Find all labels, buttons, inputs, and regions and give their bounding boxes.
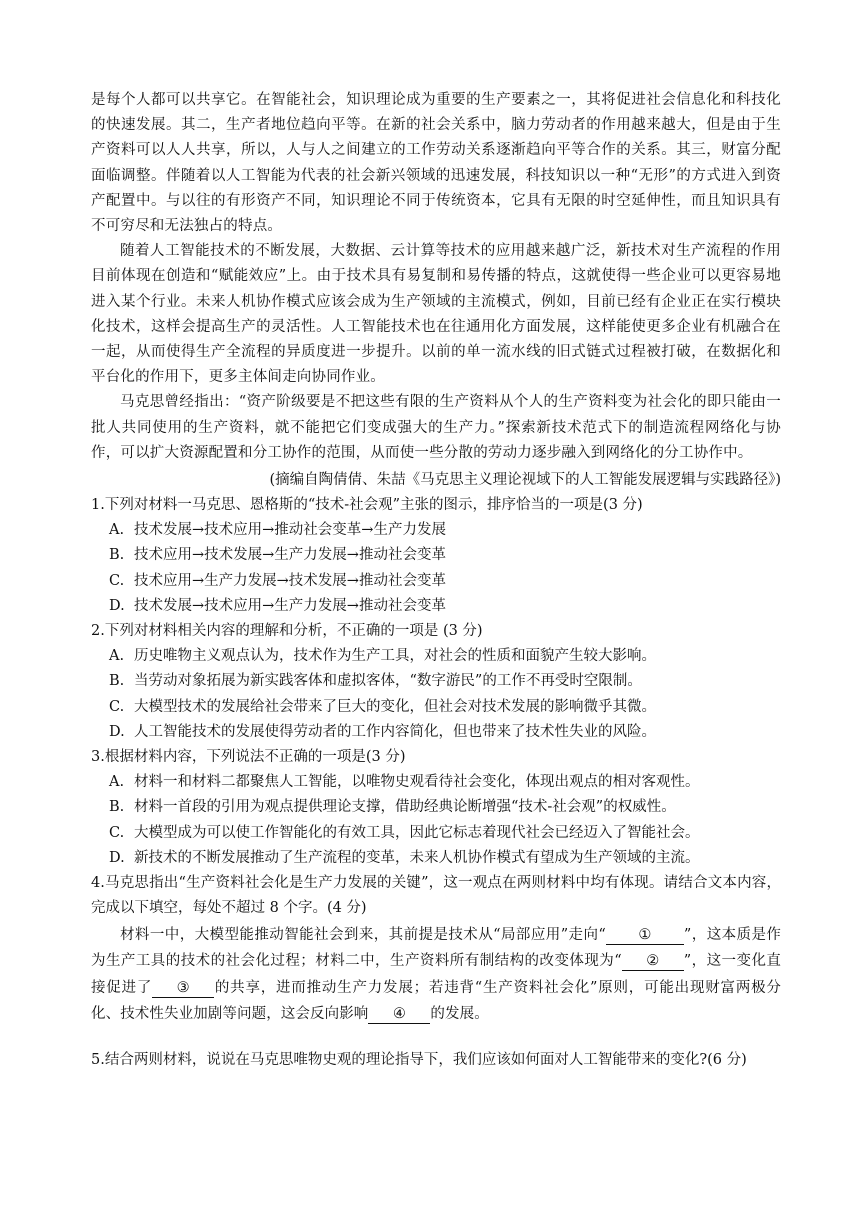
blank-4[interactable]: ④	[368, 1005, 430, 1024]
question-5	[91, 1048, 781, 1073]
option-d[interactable]	[91, 846, 781, 871]
option-text: 材料一首段的引用为观点提供理论支撑，借助经典论断增强“技术-社会观”的权威性。	[134, 799, 676, 816]
option-a[interactable]	[91, 770, 781, 795]
option-text: 当劳动对象拓展为新实践客体和虚拟客体，“数字游民”的工作不再受时空限制。	[134, 673, 642, 690]
option-letter: D.	[109, 849, 125, 866]
fill-text-3: ”，这一变化直接促进了	[91, 953, 781, 996]
option-letter: D.	[109, 723, 125, 740]
option-text: 新技术的不断发展推动了生产流程的变革，未来人机协作模式有望成为生产领域的主流。	[134, 849, 700, 866]
question-stem: 2.下列对材料相关内容的理解和分析，不正确的一项是 (3 分)	[91, 623, 483, 640]
option-a[interactable]	[91, 518, 781, 543]
option-letter: C.	[109, 824, 125, 841]
option-text: 大模型技术的发展给社会带来了巨大的变化，但社会对技术发展的影响微乎其微。	[134, 698, 656, 715]
fill-text-5: 的发展。	[430, 1006, 489, 1022]
option-c[interactable]	[91, 695, 781, 720]
option-b[interactable]	[91, 795, 781, 820]
question-3	[91, 745, 781, 871]
material-paragraph-3: 马克思曾经指出：“资产阶级要是不把这些有限的生产资料从个人的生产资料变为社会化的即只能由一批人共同使用的生产资料，就不能把它们变成强大的生产力。”探索新技术范式下的制造流程网络化与协作，可以扩大资源配置和分工协作的范围，从而使一些分散的劳动力逐步融入到网络化的分工协作中。	[91, 394, 781, 461]
blank-3[interactable]: ③	[152, 979, 214, 998]
fill-text-2: ”，这本质是作为生产工具的技术的社会化过程；材料二中，生产资料所有制结构的改变体现为“	[91, 926, 781, 969]
option-d[interactable]	[91, 594, 781, 619]
question-stem: 5.结合两则材料，说说在马克思唯物史观的理论指导下，我们应该如何面对人工智能带来的变化?(6 分)	[91, 1051, 747, 1068]
option-letter: C.	[109, 698, 125, 715]
option-text: 大模型成为可以使工作智能化的有效工具，因此它标志着现代社会已经迈入了智能社会。	[134, 824, 700, 841]
source-citation: (摘编自陶倩倩、朱喆《马克思主义理论视域下的人工智能发展逻辑与实践路径》)	[269, 472, 781, 489]
option-text: 历史唯物主义观点认为，技术作为生产工具，对社会的性质和面貌产生较大影响。	[134, 648, 656, 665]
option-letter: D.	[109, 597, 125, 614]
fill-text-4: 的共享，进而推动生产力发展；若违背“生产资料社会化”原则，可能出现财富两极分化、技术性失业加剧等问题，这会反向影响	[91, 979, 782, 1022]
material-paragraph-2: 随着人工智能技术的不断发展，大数据、云计算等技术的应用越来越广泛，新技术对生产流程的作用目前体现在创造和“赋能效应”上。由于技术具有易复制和易传播的特点，这就使得一些企业可以更容易地进入某个行业。未来人机协作模式应该会成为生产领域的主流模式，例如，目前已经有企业正在实行模块化技术，这样会提高生产的灵活性。人工智能技术也在往通用化方面发展，这样能使更多企业有机融合在一起，从而使得生产全流程的异质度进一步提升。以前的单一流水线的旧式链式过程被打破，在数据化和平台化的作用下，更多主体间走向协同作业。	[91, 243, 781, 386]
option-a[interactable]	[91, 644, 781, 669]
option-b[interactable]	[91, 669, 781, 694]
option-text: 材料一和材料二都聚焦人工智能，以唯物史观看待社会变化，体现出观点的相对客观性。	[134, 774, 700, 791]
option-text: 技术应用→技术发展→生产力发展→推动社会变革	[134, 547, 446, 564]
option-c[interactable]	[91, 569, 781, 594]
option-letter: B.	[109, 673, 125, 690]
blank-1[interactable]: ①	[606, 926, 684, 945]
fill-in-paragraph	[91, 922, 781, 1028]
option-letter: A.	[109, 648, 125, 665]
question-2	[91, 619, 781, 745]
option-letter: C.	[109, 572, 125, 589]
question-stem: 3.根据材料内容，下列说法不正确的一项是(3 分)	[91, 749, 406, 766]
fill-text-1: 材料一中，大模型能推动智能社会到来，其前提是技术从“局部应用”走向“	[120, 926, 606, 943]
exam-page	[91, 88, 781, 1073]
option-d[interactable]	[91, 720, 781, 745]
blank-2[interactable]: ②	[622, 952, 684, 971]
question-4	[91, 871, 781, 1027]
option-text: 技术发展→技术应用→推动社会变革→生产力发展	[134, 522, 446, 539]
question-stem: 4.马克思指出“生产资料社会化是生产力发展的关键”，这一观点在两则材料中均有体现。请结合文本内容，完成以下填空，每处不超过 8 个字。(4 分)	[91, 875, 781, 917]
option-letter: A.	[109, 774, 125, 791]
material-paragraph-1: 是每个人都可以共享它。在智能社会，知识理论成为重要的生产要素之一，其将促进社会信息化和科技化的快速发展。其二，生产者地位趋向平等。在新的社会关系中，脑力劳动者的作用越来越大，但是由于生产资料可以人人共享，所以，人与人之间建立的工作劳动关系逐渐趋向平等合作的关系。其三，财富分配面临调整。伴随着以人工智能为代表的社会新兴领域的迅速发展，科技知识以一种“无形”的方式进入到资产配置中。与以往的有形资产不同，知识理论不同于传统资本，它具有无限的时空延伸性，而且知识具有不可穷尽和无法独占的特点。	[91, 92, 781, 235]
question-1	[91, 493, 781, 619]
option-letter: B.	[109, 799, 125, 816]
option-text: 人工智能技术的发展使得劳动者的工作内容简化，但也带来了技术性失业的风险。	[134, 723, 656, 740]
option-text: 技术应用→生产力发展→技术发展→推动社会变革	[134, 572, 446, 589]
option-letter: A.	[109, 522, 125, 539]
option-c[interactable]	[91, 821, 781, 846]
option-letter: B.	[109, 547, 125, 564]
option-b[interactable]	[91, 543, 781, 568]
question-stem: 1.下列对材料一马克思、恩格斯的“技术-社会观”主张的图示，排序恰当的一项是(3 分)	[91, 497, 643, 514]
option-text: 技术发展→技术应用→生产力发展→推动社会变革	[134, 597, 446, 614]
